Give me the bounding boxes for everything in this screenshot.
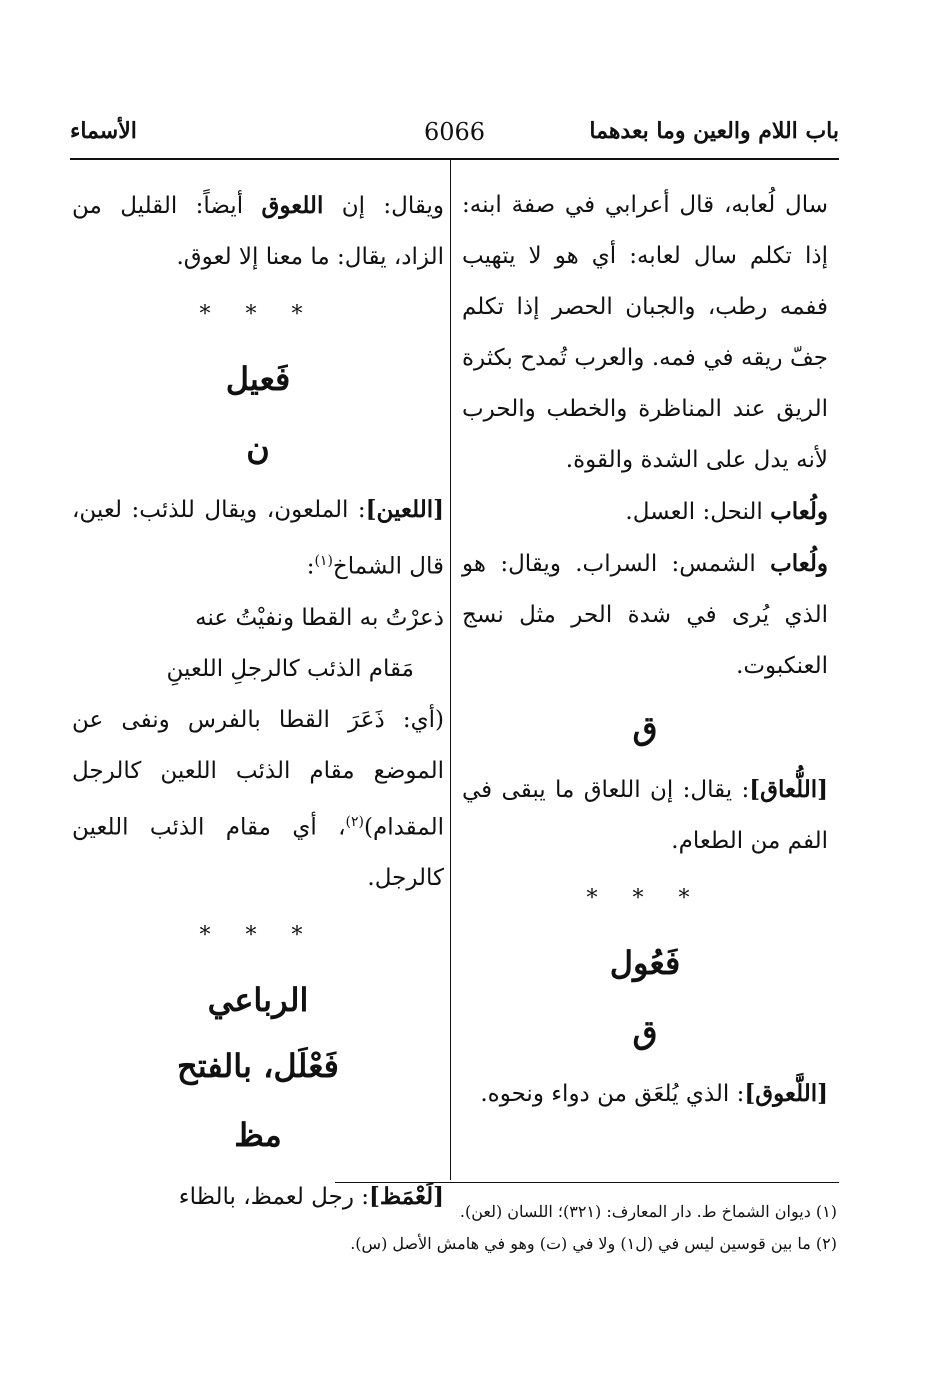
entry-term: [اللَّعوق] [744,1080,828,1107]
pattern-heading: فَعيل [225,360,291,398]
entry-paragraph [462,486,828,538]
entry-definition: : رجل لعمظ، بالظاء [178,1184,369,1211]
column-divider [450,160,451,1180]
entry-term: ولُعاب [770,498,828,525]
pattern-heading: فَعُول [609,944,681,982]
entry-paragraph [72,695,444,905]
entry-text: : [306,553,315,580]
entry-term: ولُعاب [770,550,828,577]
footnote-1: (١) ديوان الشماخ ط. دار المعارف: (٣٢١)؛ اللسان (لعن). [459,1202,837,1221]
entry-term: [اللعين] [365,496,444,523]
left-column [72,180,444,1223]
entry-text: أيضاً: القليل من الزاد، يقال: ما معنا إلا لعوق. [72,193,444,270]
header-rule [70,158,839,160]
page-number: 6066 [423,118,486,146]
poetry-verse-first: ذعرْتُ به القطا ونفيْتُ عنه [195,604,444,631]
entry-paragraph [462,538,828,692]
root-letter-heading: ق [632,709,658,747]
entry-term: اللعوق [261,192,324,219]
entry-text: (أي: ذَعَرَ القطا بالفرس ونفى عن الموضع مقام الذئب اللعين كالرجل المقدام) [72,706,444,841]
header-chapter-title: باب اللام والعين وما بعدهما [589,118,839,144]
poetry-verse-second: مَقام الذئب كالرجلِ اللعينِ [166,655,414,682]
entry-paragraph [462,764,828,867]
entry-definition: الشمس: السراب. ويقال: هو الذي يُرى في شدة الحر مثل نسج العنكبوت. [462,551,828,679]
entry-paragraph [72,180,444,283]
entry-term: [اللُّعاق] [749,776,828,803]
entry-definition: : يقال: إن اللعاق ما يبقى في الفم من الطعام. [462,777,828,854]
entry-text: ويقال: إن [323,193,445,219]
section-heading: الرباعي [207,981,309,1020]
section-separator: * * * [586,886,704,911]
footnote-2: (٢) ما بين قوسين ليس في (ل١) ولا في (ت) وهو في هامش الأصل (س). [350,1234,837,1253]
root-letter-heading: مظ [234,1116,282,1155]
entry-term: [لَعْمَظ] [369,1183,444,1211]
entry-definition: النحل: العسل. [625,499,771,525]
entry-paragraph: سال لُعابه، قال أعرابي في صفة ابنه: إذا تكلم سال لعابه: أي هو لا يتهيب ففمه رطب، والجبان الحصر إذا تكلم جفّ ريقه في فمه. والعرب تُمدح بكثرة الريق عند المناظرة والخطب والحرب لأنه يدل على الشدة والقوة. [462,192,828,473]
section-separator: * * * [199,923,317,949]
entry-text: ، أي مقام الذئب اللعين كالرجل. [72,814,444,892]
footnote-reference: (١) [314,553,333,569]
entry-definition: : الملعون، ويقال للذئب: لعين، قال الشماخ [72,497,444,580]
entry-definition: : الذي يُلعَق من دواء ونحوه. [480,1081,745,1107]
pattern-heading: فَعْلَل، بالفتح [177,1047,339,1086]
root-letter-heading: ن [246,429,270,467]
page-header [70,118,839,158]
header-section-title: الأسماء [70,118,137,144]
footnotes [80,1196,837,1260]
right-column [462,180,828,1120]
footnote-reference: (٢) [345,813,364,830]
entry-paragraph [462,1068,828,1120]
footnote-rule [335,1182,839,1183]
root-letter-heading: ق [632,1013,658,1051]
section-separator: * * * [199,302,317,327]
entry-paragraph [72,484,444,593]
